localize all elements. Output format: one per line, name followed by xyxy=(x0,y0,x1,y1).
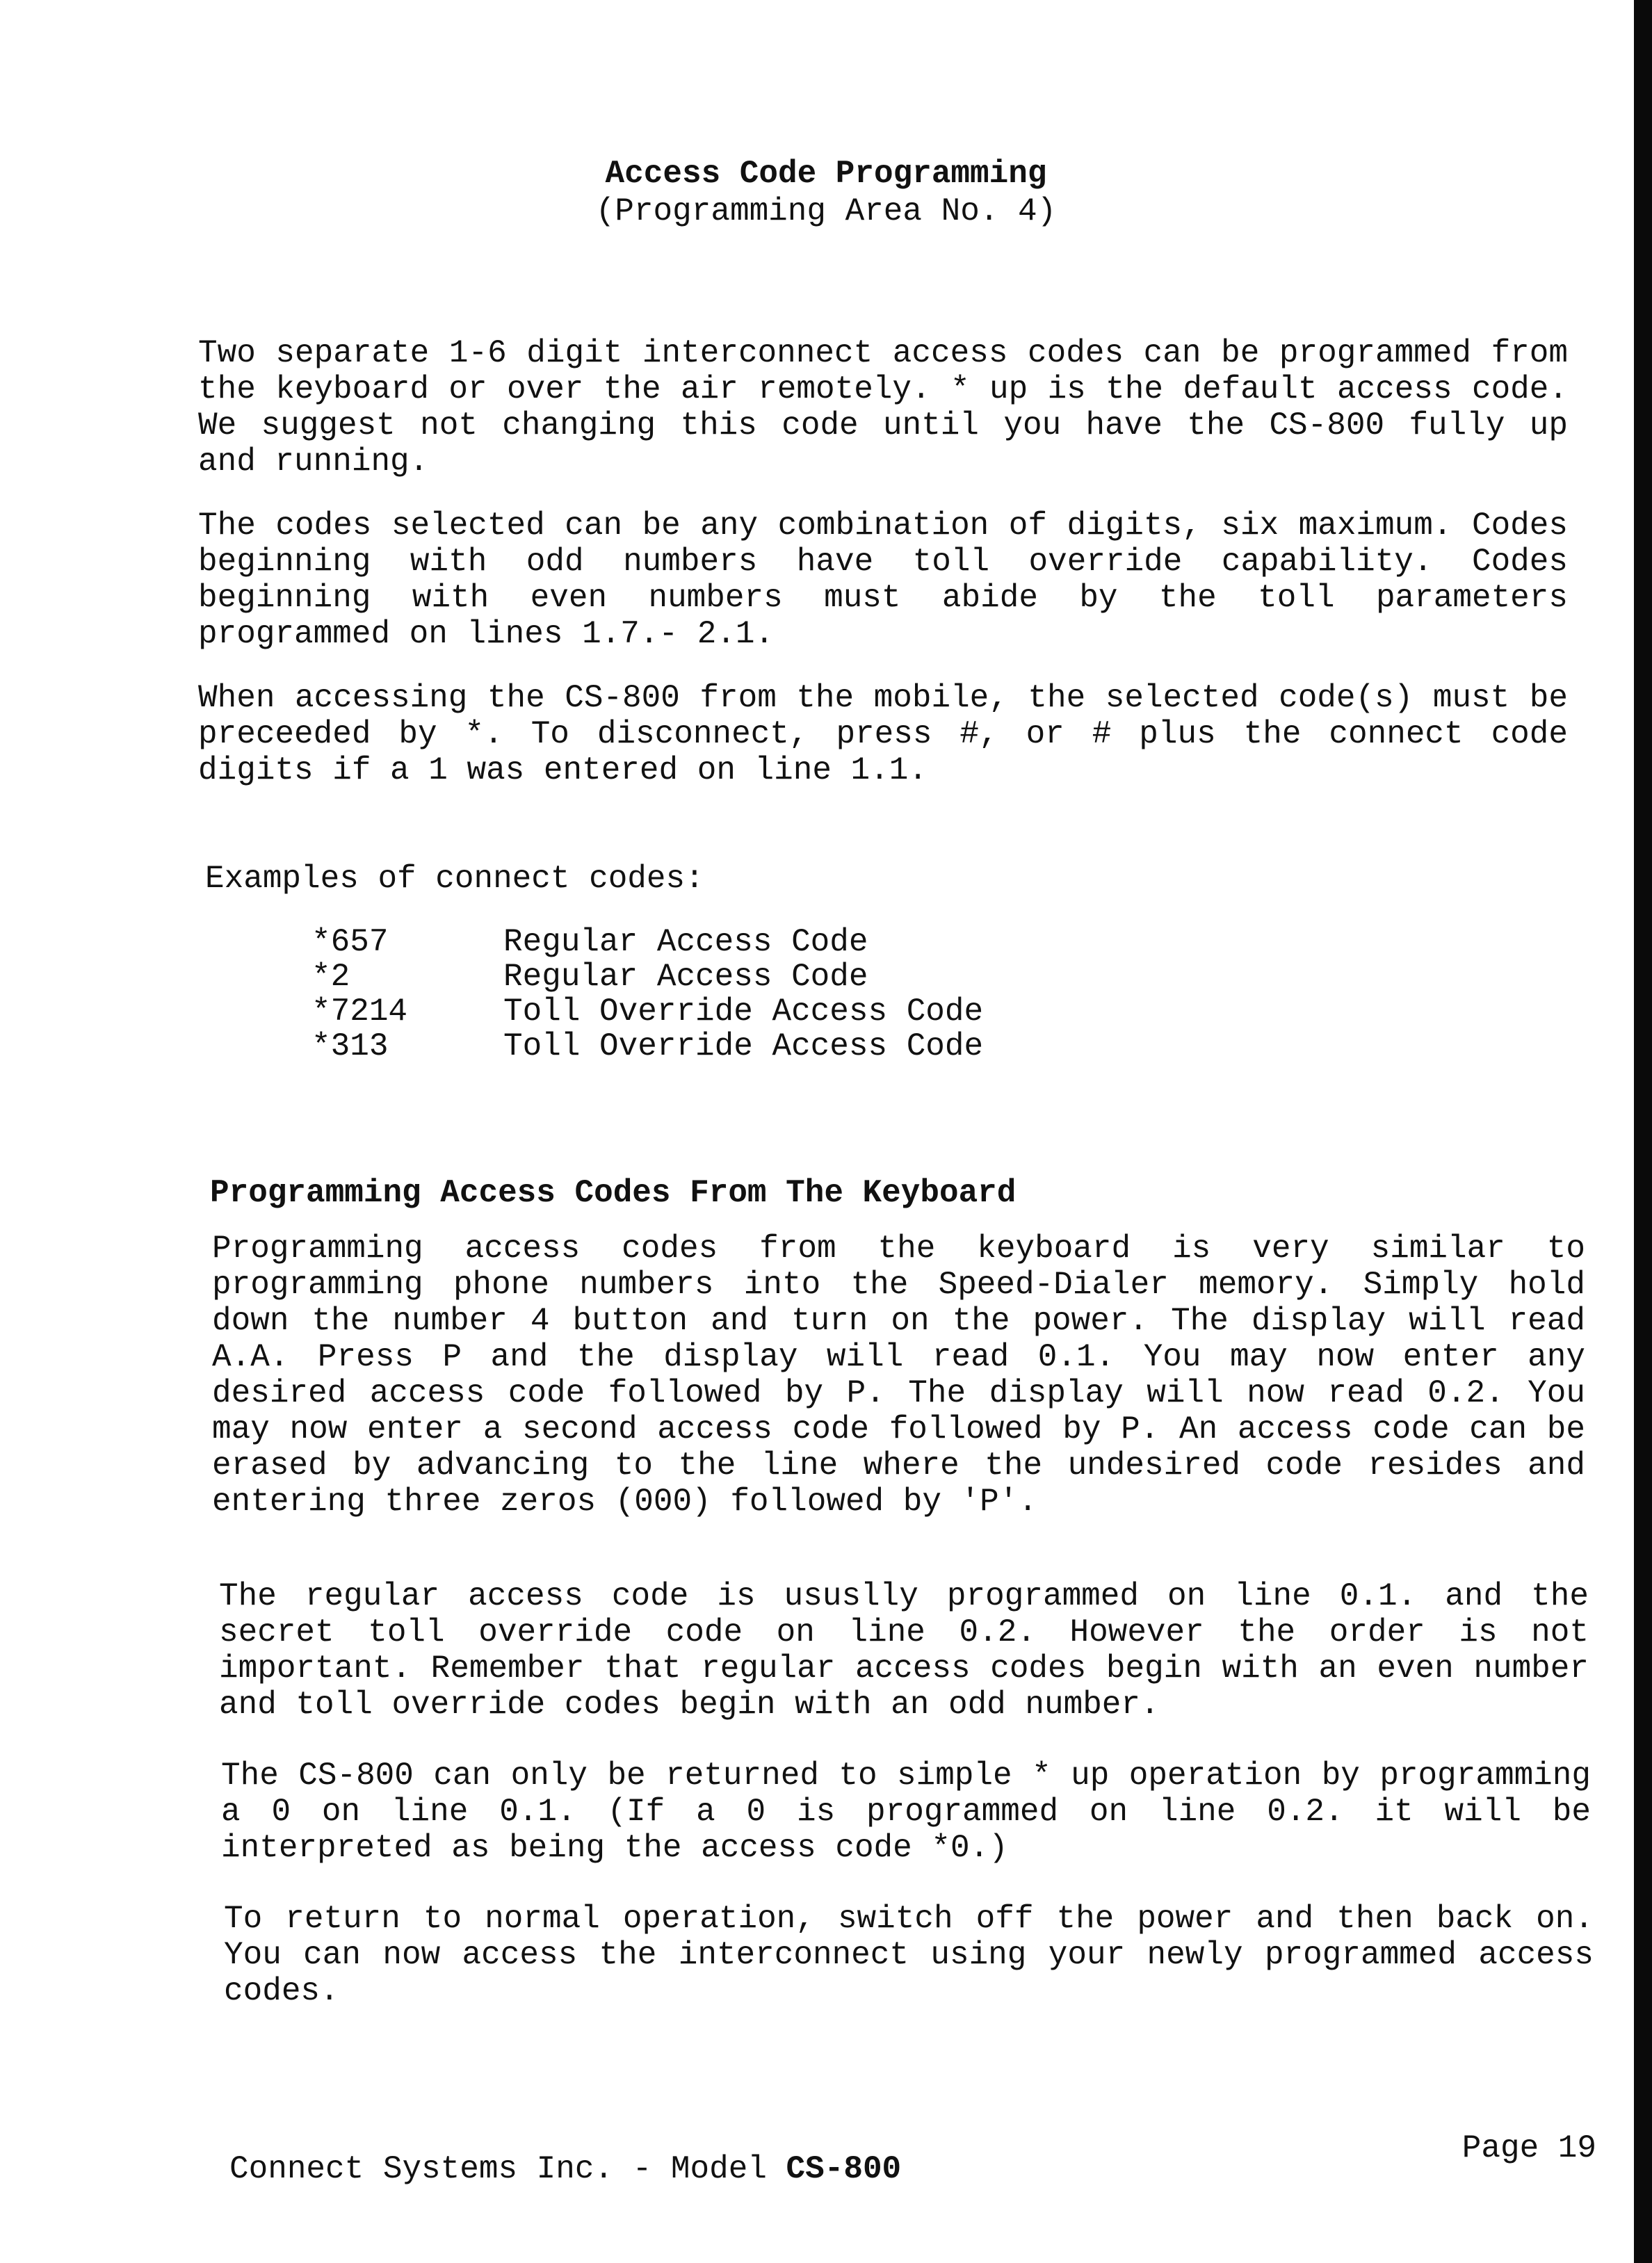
example-description: Regular Access Code xyxy=(503,959,868,995)
paragraph-return-normal: To return to normal operation, switch off the power and then back on. You can now access the interconnect using your newly programmed access codes. xyxy=(224,1901,1594,2009)
paragraph-simple-up: The CS-800 can only be returned to simple * up operation by programming a 0 on line 0.1. (If a 0 is programmed on line 0.2. it will be interpreted as being the access code *0.) xyxy=(221,1758,1591,1866)
example-item xyxy=(311,1029,983,1064)
paragraph-keyboard-programming: Programming access codes from the keyboard is very similar to programming phone numbers into the Speed-Dialer memory. Simply hold down the number 4 button and turn on the power. The display will read A.A. Press P and the display will read 0.1. You may now enter any desired access code followed by P. The display will now read 0.2. You may now enter a second access code followed by P. An access code can be erased by advancing to the line where the undesired code resides and entering three zeros (000) followed by 'P'. xyxy=(212,1231,1585,1520)
example-item xyxy=(311,959,983,994)
example-description: Regular Access Code xyxy=(503,924,868,960)
footer-company xyxy=(229,2150,901,2189)
example-description: Toll Override Access Code xyxy=(503,993,984,1030)
section-heading: Programming Access Codes From The Keyboard xyxy=(210,1175,1017,1211)
page-number: Page 19 xyxy=(1461,2130,1596,2166)
paragraph-code-selection: The codes selected can be any combination of digits, six maximum. Codes beginning with odd numbers have toll override capability. Codes beginning with even numbers must abide by the toll parameters programmed on lines 1.7.- 2.1. xyxy=(198,508,1568,652)
footer-company-text: Connect Systems Inc. - Model xyxy=(229,2151,786,2187)
paragraph-line-order: The regular access code is ususlly programmed on line 0.1. and the secret toll override code on line 0.2. However the order is not important. Remember that regular access codes begin with an even number and toll override codes begin with an odd number. xyxy=(219,1578,1589,1723)
example-code: *7214 xyxy=(311,993,408,1030)
page-subtitle: (Programming Area No. 4) xyxy=(595,193,1057,229)
example-item xyxy=(311,925,983,959)
page-title: Access Code Programming xyxy=(605,156,1047,192)
paragraph-intro: Two separate 1-6 digit interconnect access codes can be programmed from the keyboard or over the air remotely. * up is the default access code. We suggest not changing this code until you have the CS-800 fully up and running. xyxy=(198,335,1568,480)
example-code: *657 xyxy=(311,924,389,960)
example-code: *2 xyxy=(311,959,350,995)
footer-model: CS-800 xyxy=(786,2151,902,2187)
examples-intro: Examples of connect codes: xyxy=(205,861,704,897)
example-description: Toll Override Access Code xyxy=(503,1028,984,1064)
example-code: *313 xyxy=(311,1028,389,1064)
examples-list xyxy=(311,925,983,1064)
paragraph-accessing: When accessing the CS-800 from the mobile, the selected code(s) must be preceeded by *. To disconnect, press #, or # plus the connect code digits if a 1 was entered on line 1.1. xyxy=(198,680,1568,788)
example-item xyxy=(311,994,983,1029)
